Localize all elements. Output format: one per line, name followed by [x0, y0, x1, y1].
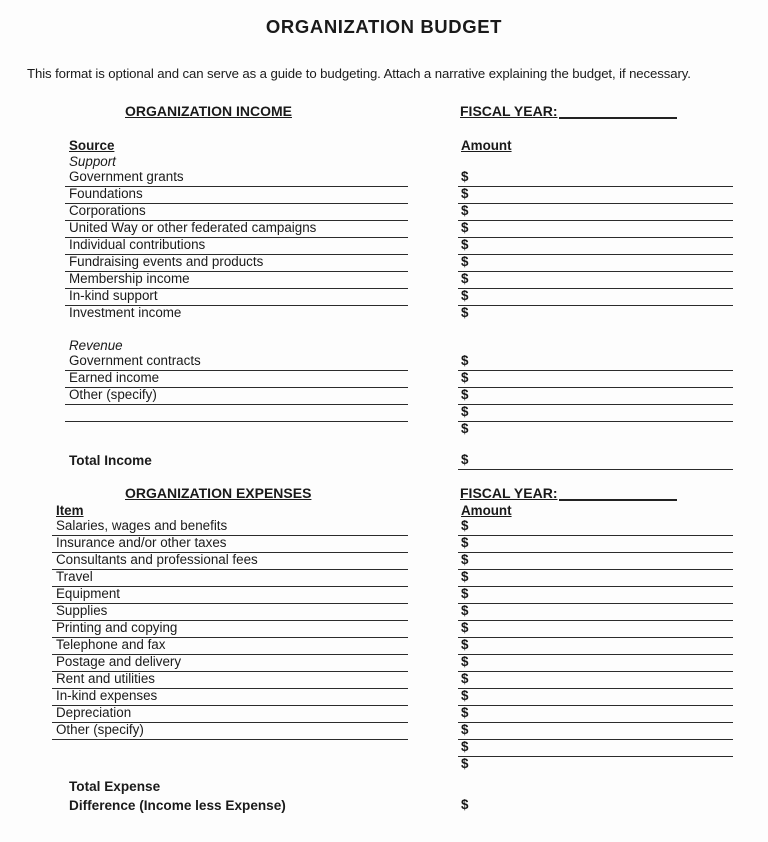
income-row-foundations[interactable]: [0, 187, 768, 204]
row-label-text: Insurance and/or other taxes: [56, 535, 227, 550]
row-label: [65, 170, 408, 187]
expense-row-other-specify[interactable]: [0, 723, 768, 740]
income-revenue-group-label: Revenue: [69, 338, 123, 353]
row-label-text: Earned income: [69, 370, 160, 385]
row-amount[interactable]: [458, 655, 733, 672]
currency-symbol: $: [461, 637, 469, 652]
row-amount[interactable]: [458, 757, 733, 774]
row-amount[interactable]: [458, 422, 733, 439]
row-amount[interactable]: [458, 405, 733, 422]
income-row-government-grants[interactable]: [0, 170, 768, 187]
currency-symbol: $: [461, 518, 469, 533]
row-label-text: Telephone and fax: [56, 637, 166, 652]
expense-row-equipment[interactable]: [0, 587, 768, 604]
currency-symbol: $: [461, 305, 469, 320]
total-income-label: Total Income: [69, 453, 152, 468]
row-amount[interactable]: [458, 170, 733, 187]
currency-symbol: $: [461, 353, 469, 368]
income-row-government-contracts[interactable]: [0, 354, 768, 371]
row-amount[interactable]: [458, 187, 733, 204]
expense-fiscal-year-input[interactable]: [559, 499, 677, 501]
row-label-text: Individual contributions: [69, 237, 206, 252]
row-amount[interactable]: [458, 238, 733, 255]
row-label: [52, 672, 408, 689]
expense-fiscal-year-label: FISCAL YEAR:: [460, 485, 558, 501]
intro-text: This format is optional and can serve as a guide to budgeting. Attach a narrative explaining the budget, if necessary.: [27, 66, 691, 81]
currency-symbol: $: [461, 535, 469, 550]
income-section-header: [0, 103, 768, 123]
income-row-blank-1[interactable]: [0, 405, 768, 422]
row-amount[interactable]: [458, 306, 733, 323]
income-row-membership-income[interactable]: [0, 272, 768, 289]
income-support-group-label: Support: [69, 154, 116, 169]
row-label: [65, 422, 408, 439]
currency-symbol: $: [461, 271, 469, 286]
page-title: ORGANIZATION BUDGET: [265, 16, 503, 37]
currency-symbol: $: [461, 705, 469, 720]
row-label: [52, 638, 408, 655]
income-fiscal-year: [460, 103, 677, 119]
row-label-text: In-kind support: [69, 288, 158, 303]
row-label: [52, 553, 408, 570]
currency-symbol: $: [461, 169, 469, 184]
row-label: [65, 354, 408, 371]
row-label-text: Corporations: [69, 203, 146, 218]
expense-item-column-header: Item: [56, 503, 84, 518]
row-label: [52, 519, 408, 536]
row-amount[interactable]: [458, 272, 733, 289]
income-row-individual-contributions[interactable]: [0, 238, 768, 255]
row-amount[interactable]: [458, 740, 733, 757]
row-label: [52, 570, 408, 587]
expense-row-printing[interactable]: [0, 621, 768, 638]
row-label-text: Printing and copying: [56, 620, 178, 635]
row-label: [52, 757, 408, 774]
row-amount[interactable]: [458, 621, 733, 638]
currency-symbol: $: [461, 387, 469, 402]
row-label-text: Government contracts: [69, 353, 201, 368]
row-label-text: Supplies: [56, 603, 108, 618]
row-amount[interactable]: [458, 221, 733, 238]
currency-symbol: $: [461, 569, 469, 584]
row-label: [65, 221, 408, 238]
row-amount[interactable]: [458, 289, 733, 306]
total-expense-amount[interactable]: [458, 779, 733, 796]
row-label-text: Consultants and professional fees: [56, 552, 258, 567]
expense-row-consultants[interactable]: [0, 553, 768, 570]
row-label-text: Depreciation: [56, 705, 132, 720]
currency-symbol: $: [461, 254, 469, 269]
currency-symbol: $: [461, 220, 469, 235]
currency-symbol: $: [461, 739, 469, 754]
income-amount-column-header: Amount: [461, 138, 512, 153]
currency-symbol: $: [461, 203, 469, 218]
row-label: [52, 604, 408, 621]
row-label: [65, 405, 408, 422]
row-label: [65, 255, 408, 272]
currency-symbol: $: [461, 722, 469, 737]
total-income-amount[interactable]: [458, 453, 733, 470]
row-amount[interactable]: [458, 371, 733, 388]
currency-symbol: $: [461, 797, 469, 812]
difference-label: Difference (Income less Expense): [69, 798, 286, 813]
currency-symbol: $: [461, 421, 469, 436]
row-label: [52, 536, 408, 553]
row-amount[interactable]: [458, 570, 733, 587]
row-amount[interactable]: [458, 672, 733, 689]
income-fiscal-year-label: FISCAL YEAR:: [460, 103, 558, 119]
expense-row-travel[interactable]: [0, 570, 768, 587]
row-amount[interactable]: [458, 689, 733, 706]
row-label-text: In-kind expenses: [56, 688, 158, 703]
row-label: [52, 706, 408, 723]
row-amount[interactable]: [458, 587, 733, 604]
expense-amount-column-header: Amount: [461, 503, 512, 518]
income-heading: ORGANIZATION INCOME: [125, 103, 292, 119]
expense-row-in-kind[interactable]: [0, 689, 768, 706]
row-label-text: United Way or other federated campaigns: [69, 220, 317, 235]
expense-heading: ORGANIZATION EXPENSES: [125, 485, 312, 501]
income-row-blank-2[interactable]: [0, 422, 768, 439]
income-row-corporations[interactable]: [0, 204, 768, 221]
currency-symbol: $: [461, 237, 469, 252]
row-label: [65, 306, 408, 323]
row-amount[interactable]: [458, 553, 733, 570]
row-label: [65, 371, 408, 388]
expense-row-salaries[interactable]: [0, 519, 768, 536]
row-amount[interactable]: [458, 204, 733, 221]
row-label-text: Rent and utilities: [56, 671, 155, 686]
currency-symbol: $: [461, 586, 469, 601]
expense-section-header: [0, 485, 768, 505]
row-amount[interactable]: [458, 354, 733, 371]
income-row-earned-income[interactable]: [0, 371, 768, 388]
expense-row-blank-2[interactable]: [0, 757, 768, 774]
total-expense-row: [0, 779, 768, 798]
row-amount[interactable]: [458, 519, 733, 536]
total-income-row: [0, 453, 768, 472]
expense-fiscal-year: [460, 485, 677, 501]
row-label-text: Government grants: [69, 169, 184, 184]
expense-row-depreciation[interactable]: [0, 706, 768, 723]
row-label: [65, 238, 408, 255]
currency-symbol: $: [461, 288, 469, 303]
currency-symbol: $: [461, 671, 469, 686]
currency-symbol: $: [461, 620, 469, 635]
currency-symbol: $: [461, 552, 469, 567]
income-row-united-way[interactable]: [0, 221, 768, 238]
row-amount[interactable]: [458, 388, 733, 405]
income-row-in-kind-support[interactable]: [0, 289, 768, 306]
row-label: [65, 272, 408, 289]
row-amount[interactable]: [458, 638, 733, 655]
currency-symbol: $: [461, 404, 469, 419]
income-row-fundraising-events[interactable]: [0, 255, 768, 272]
income-source-column-header: Source: [69, 138, 115, 153]
income-row-other-specify[interactable]: [0, 388, 768, 405]
row-amount[interactable]: [458, 536, 733, 553]
row-label: [52, 655, 408, 672]
row-label-text: Travel: [56, 569, 93, 584]
income-row-investment-income[interactable]: [0, 306, 768, 323]
currency-symbol: $: [461, 370, 469, 385]
currency-symbol: $: [461, 186, 469, 201]
row-label-text: Foundations: [69, 186, 143, 201]
row-label: [52, 740, 408, 757]
row-amount[interactable]: [458, 604, 733, 621]
row-label-text: Investment income: [69, 305, 182, 320]
row-label: [52, 587, 408, 604]
row-label: [65, 388, 408, 405]
row-label-text: Equipment: [56, 586, 121, 601]
row-label-text: Membership income: [69, 271, 190, 286]
currency-symbol: $: [461, 603, 469, 618]
row-amount[interactable]: [458, 255, 733, 272]
difference-amount[interactable]: [458, 798, 733, 815]
row-label: [65, 204, 408, 221]
expense-row-supplies[interactable]: [0, 604, 768, 621]
currency-symbol: $: [461, 654, 469, 669]
expense-row-rent[interactable]: [0, 672, 768, 689]
expense-row-insurance[interactable]: [0, 536, 768, 553]
row-label: [65, 187, 408, 204]
row-amount[interactable]: [458, 706, 733, 723]
row-label: [52, 723, 408, 740]
expense-row-telephone[interactable]: [0, 638, 768, 655]
row-label-text: Salaries, wages and benefits: [56, 518, 228, 533]
income-fiscal-year-input[interactable]: [559, 117, 677, 119]
row-label-text: Fundraising events and products: [69, 254, 264, 269]
difference-row: [0, 798, 768, 817]
currency-symbol: $: [461, 688, 469, 703]
row-label-text: Postage and delivery: [56, 654, 182, 669]
total-expense-label: Total Expense: [69, 779, 161, 794]
row-label: [65, 289, 408, 306]
row-amount[interactable]: [458, 723, 733, 740]
row-label: [52, 689, 408, 706]
currency-symbol: $: [461, 756, 469, 771]
row-label: [52, 621, 408, 638]
currency-symbol: $: [461, 452, 469, 467]
row-label-text: Other (specify): [56, 722, 144, 737]
expense-row-postage[interactable]: [0, 655, 768, 672]
expense-row-blank-1[interactable]: [0, 740, 768, 757]
row-label-text: Other (specify): [69, 387, 157, 402]
